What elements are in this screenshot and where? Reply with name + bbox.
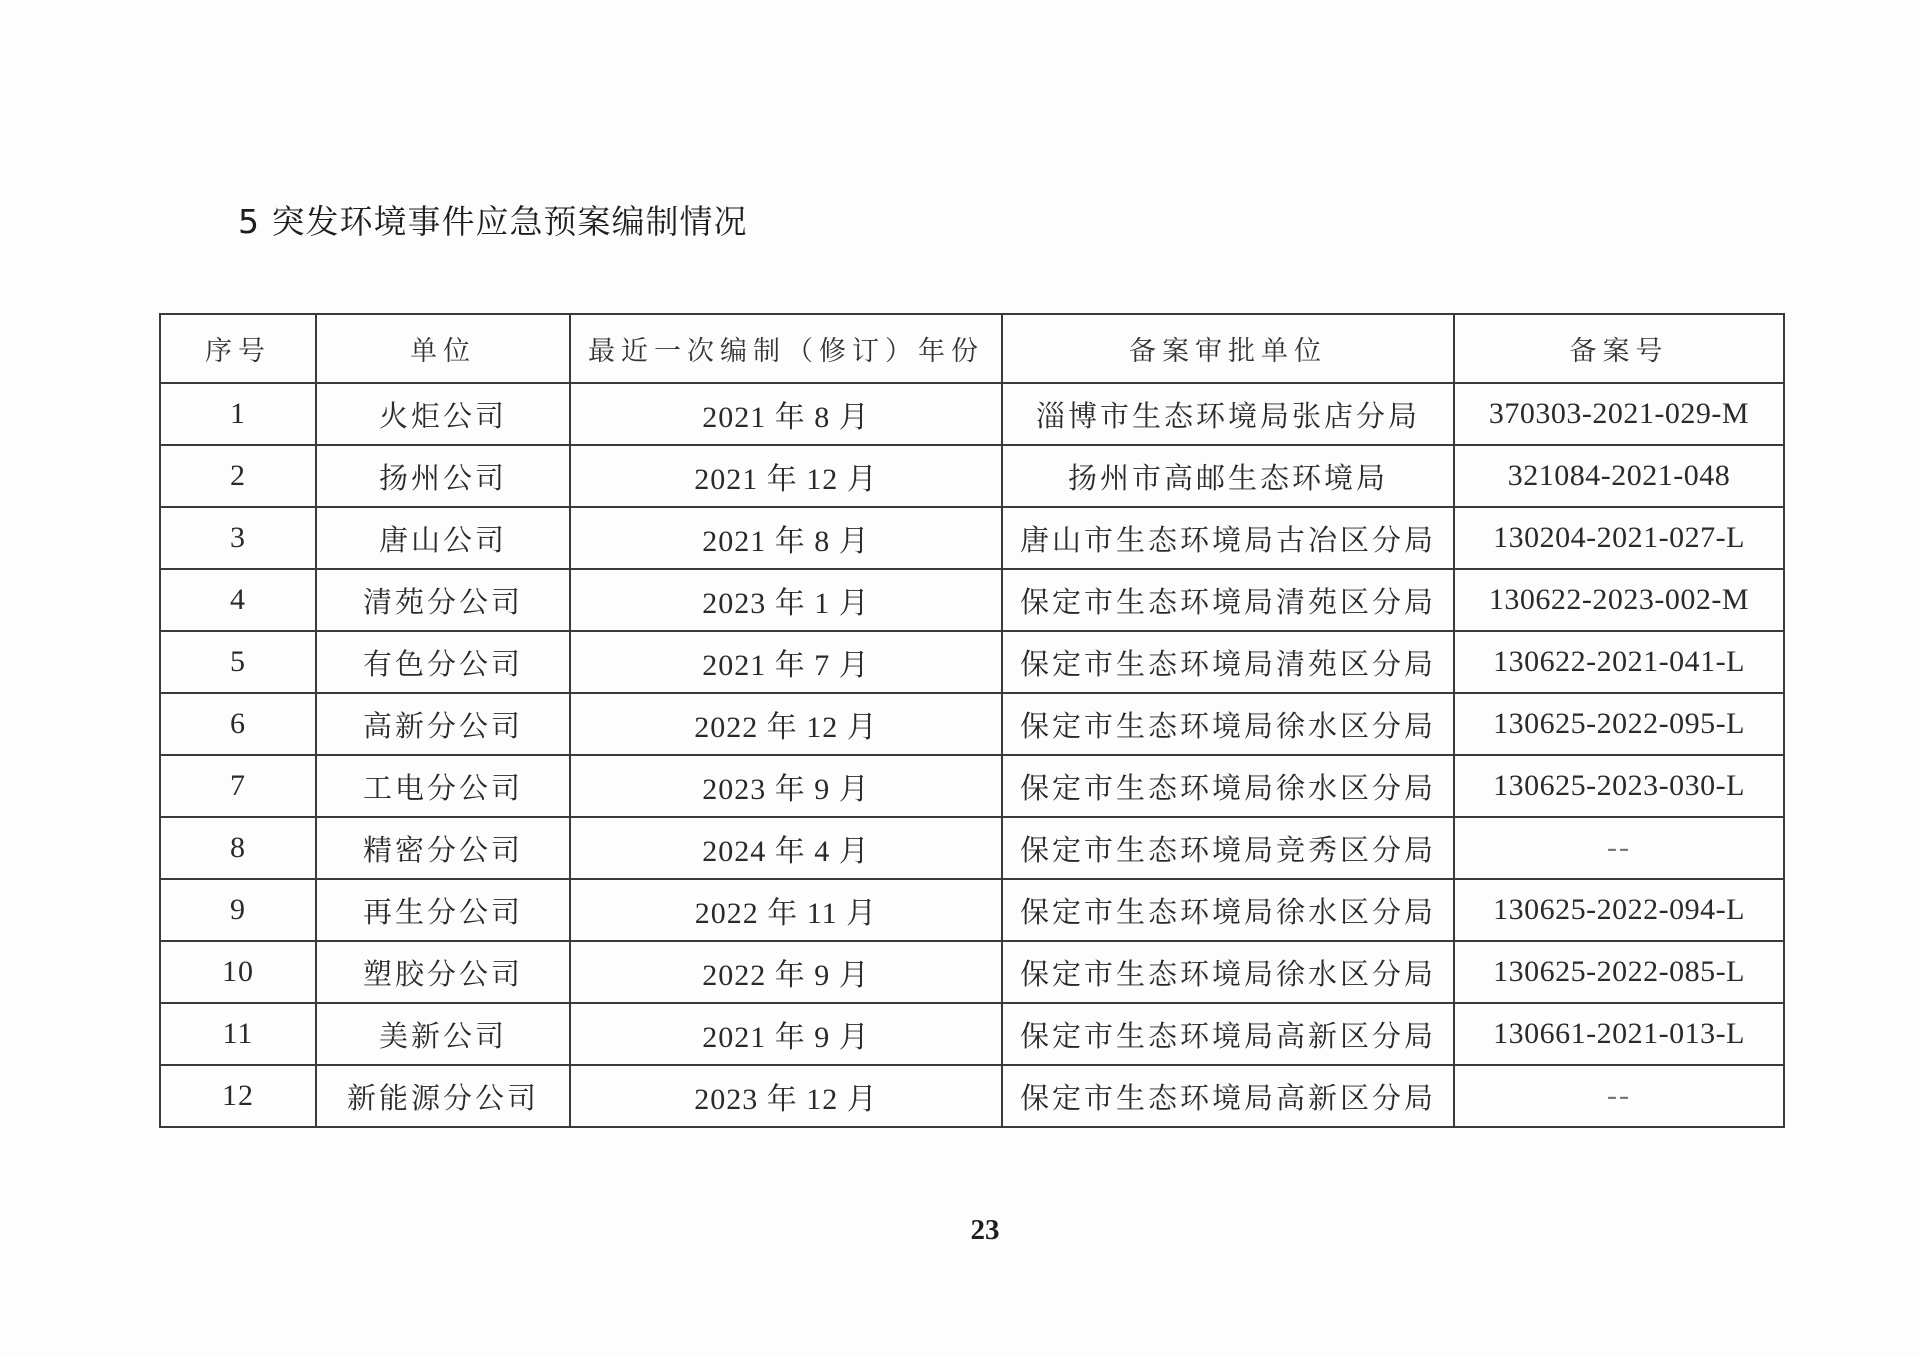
table-row bbox=[160, 817, 1784, 879]
cell-filing-authority: 淄博市生态环境局张店分局 bbox=[1002, 383, 1454, 445]
table-row bbox=[160, 879, 1784, 941]
cell-unit: 工电分公司 bbox=[316, 755, 570, 817]
cell-revision-year: 2021 年 7 月 bbox=[570, 631, 1002, 693]
cell-filing-authority: 保定市生态环境局高新区分局 bbox=[1002, 1003, 1454, 1065]
cell-filing-number: 130622-2021-041-L bbox=[1454, 631, 1784, 693]
table-row bbox=[160, 507, 1784, 569]
cell-unit: 塑胶分公司 bbox=[316, 941, 570, 1003]
cell-filing-number: 130625-2022-095-L bbox=[1454, 693, 1784, 755]
cell-revision-year: 2021 年 8 月 bbox=[570, 507, 1002, 569]
cell-revision-year: 2024 年 4 月 bbox=[570, 817, 1002, 879]
cell-serial-number: 10 bbox=[160, 941, 316, 1003]
table-row bbox=[160, 693, 1784, 755]
cell-filing-authority: 唐山市生态环境局古冶区分局 bbox=[1002, 507, 1454, 569]
header-filing-authority: 备案审批单位 bbox=[1002, 314, 1454, 383]
cell-unit: 新能源分公司 bbox=[316, 1065, 570, 1127]
cell-filing-number: 130661-2021-013-L bbox=[1454, 1003, 1784, 1065]
table-row bbox=[160, 631, 1784, 693]
cell-serial-number: 11 bbox=[160, 1003, 316, 1065]
cell-filing-authority: 保定市生态环境局徐水区分局 bbox=[1002, 879, 1454, 941]
table-header-row bbox=[160, 314, 1784, 383]
cell-serial-number: 12 bbox=[160, 1065, 316, 1127]
cell-serial-number: 5 bbox=[160, 631, 316, 693]
cell-filing-number: 130625-2022-094-L bbox=[1454, 879, 1784, 941]
cell-unit: 火炬公司 bbox=[316, 383, 570, 445]
table-row bbox=[160, 383, 1784, 445]
table-row bbox=[160, 445, 1784, 507]
cell-filing-number: 321084-2021-048 bbox=[1454, 445, 1784, 507]
cell-filing-number: -- bbox=[1454, 1065, 1784, 1127]
cell-serial-number: 6 bbox=[160, 693, 316, 755]
table-row bbox=[160, 941, 1784, 1003]
table-body bbox=[160, 383, 1784, 1127]
header-unit: 单位 bbox=[316, 314, 570, 383]
cell-unit: 扬州公司 bbox=[316, 445, 570, 507]
cell-revision-year: 2022 年 12 月 bbox=[570, 693, 1002, 755]
cell-filing-number: 130625-2022-085-L bbox=[1454, 941, 1784, 1003]
cell-revision-year: 2023 年 9 月 bbox=[570, 755, 1002, 817]
cell-filing-authority: 保定市生态环境局徐水区分局 bbox=[1002, 755, 1454, 817]
section-title: 5 突发环境事件应急预案编制情况 bbox=[238, 202, 748, 241]
cell-filing-authority: 保定市生态环境局清苑区分局 bbox=[1002, 631, 1454, 693]
cell-serial-number: 8 bbox=[160, 817, 316, 879]
cell-unit: 美新公司 bbox=[316, 1003, 570, 1065]
table-row bbox=[160, 755, 1784, 817]
table-row bbox=[160, 1065, 1784, 1127]
cell-unit: 再生分公司 bbox=[316, 879, 570, 941]
cell-filing-number: 130622-2023-002-M bbox=[1454, 569, 1784, 631]
cell-serial-number: 9 bbox=[160, 879, 316, 941]
cell-filing-number: -- bbox=[1454, 817, 1784, 879]
cell-filing-number: 370303-2021-029-M bbox=[1454, 383, 1784, 445]
cell-filing-authority: 保定市生态环境局徐水区分局 bbox=[1002, 941, 1454, 1003]
cell-filing-authority: 扬州市高邮生态环境局 bbox=[1002, 445, 1454, 507]
cell-serial-number: 3 bbox=[160, 507, 316, 569]
cell-unit: 唐山公司 bbox=[316, 507, 570, 569]
cell-revision-year: 2022 年 9 月 bbox=[570, 941, 1002, 1003]
cell-revision-year: 2021 年 9 月 bbox=[570, 1003, 1002, 1065]
cell-unit: 有色分公司 bbox=[316, 631, 570, 693]
cell-filing-authority: 保定市生态环境局高新区分局 bbox=[1002, 1065, 1454, 1127]
cell-revision-year: 2021 年 12 月 bbox=[570, 445, 1002, 507]
cell-revision-year: 2021 年 8 月 bbox=[570, 383, 1002, 445]
cell-filing-authority: 保定市生态环境局竞秀区分局 bbox=[1002, 817, 1454, 879]
cell-revision-year: 2023 年 12 月 bbox=[570, 1065, 1002, 1127]
emergency-plan-table bbox=[159, 313, 1785, 1128]
cell-serial-number: 4 bbox=[160, 569, 316, 631]
header-latest-revision-year: 最近一次编制（修订）年份 bbox=[570, 314, 1002, 383]
table-row bbox=[160, 1003, 1784, 1065]
header-filing-number: 备案号 bbox=[1454, 314, 1784, 383]
cell-unit: 精密分公司 bbox=[316, 817, 570, 879]
header-serial-number: 序号 bbox=[160, 314, 316, 383]
table-row bbox=[160, 569, 1784, 631]
emergency-plan-table-container bbox=[159, 313, 1783, 1128]
cell-filing-authority: 保定市生态环境局清苑区分局 bbox=[1002, 569, 1454, 631]
cell-filing-authority: 保定市生态环境局徐水区分局 bbox=[1002, 693, 1454, 755]
cell-unit: 清苑分公司 bbox=[316, 569, 570, 631]
cell-filing-number: 130625-2023-030-L bbox=[1454, 755, 1784, 817]
cell-filing-number: 130204-2021-027-L bbox=[1454, 507, 1784, 569]
cell-unit: 高新分公司 bbox=[316, 693, 570, 755]
cell-serial-number: 1 bbox=[160, 383, 316, 445]
cell-serial-number: 7 bbox=[160, 755, 316, 817]
cell-revision-year: 2023 年 1 月 bbox=[570, 569, 1002, 631]
cell-revision-year: 2022 年 11 月 bbox=[570, 879, 1002, 941]
cell-serial-number: 2 bbox=[160, 445, 316, 507]
page-number: 23 bbox=[970, 1214, 1000, 1246]
